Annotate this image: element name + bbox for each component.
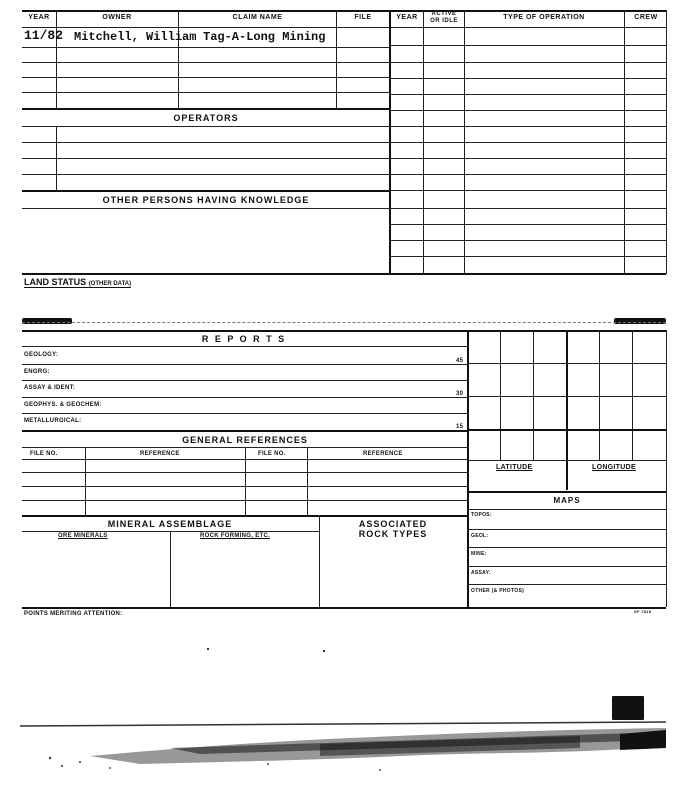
maps-other: OTHER (& PHOTOS) [471,588,525,594]
top-bottom-border [22,273,666,275]
rock-types-line: ROCK TYPES [358,529,428,539]
row-line [22,430,468,432]
gr-header-file-no-2: FILE NO. [258,451,286,457]
row-line [390,126,666,127]
report-metallurgical-num: 15 [456,424,464,430]
grid-line [533,330,534,460]
row-line [22,208,390,209]
gr-header-reference-2: REFERENCE [363,451,403,457]
maps-title: MAPS [553,496,581,505]
row-line [22,92,390,93]
row-line [468,566,666,567]
operators-label: OPERATORS [173,113,239,123]
scan-noise-band [20,718,666,778]
report-metallurgical-label: METALLURGICAL: [24,418,82,424]
col-divider [170,531,171,607]
fold-line [22,322,666,323]
row-line [468,529,666,530]
top-border [22,10,666,12]
col-header-active [425,11,463,25]
col-header-file: FILE [354,14,372,21]
row-line [390,208,666,209]
report-geophys-label: GEOPHYS. & GEOCHEM: [24,402,102,408]
general-references-title: GENERAL REFERENCES [182,435,308,445]
row-line [390,158,666,159]
points-meriting-attention-label: POINTS MERITING ATTENTION: [24,611,123,617]
grid-line [468,460,666,461]
row-line [390,94,666,95]
entry-owner: Mitchell, William [74,30,197,44]
row-line [22,142,390,143]
row-line [468,509,666,510]
grid-line [632,330,633,460]
row-line [390,45,666,46]
entry-year: 11/82 [24,28,64,43]
row-line [468,547,666,548]
grid-line [468,396,666,397]
row-line [390,224,666,225]
row-line [22,380,468,381]
row-line [390,174,666,175]
col-divider [245,447,246,515]
land-status-sub: (OTHER DATA) [88,281,132,287]
reports-title: R E P O R T S [201,334,287,344]
longitude-label: LONGITUDE [592,464,636,471]
row-line [390,256,666,257]
row-line [22,77,390,78]
row-line [22,62,390,63]
col-divider [85,447,86,515]
ore-minerals-label: ORE MINERALS [58,533,108,539]
row-line [22,158,390,159]
grid-line [599,330,600,460]
col-header-crew: CREW [634,14,658,21]
associated-line: ASSOCIATED [358,519,428,529]
grid-line [468,363,666,364]
col-divider [336,10,337,108]
col-divider [307,447,308,515]
tape-mark [614,318,666,324]
col-divider [56,10,57,108]
row-line [390,190,666,191]
row-line [22,397,468,398]
report-assay-num: 30 [456,391,464,397]
land-status-label [24,277,131,288]
row-line [22,108,390,110]
maps-assay: ASSAY: [471,570,491,576]
rock-forming-label: ROCK FORMING, ETC. [200,533,271,539]
report-assay-label: ASSAY & IDENT: [24,385,76,391]
row-line [22,47,390,48]
grid-line [468,491,666,493]
report-engrg-label: ENGRG: [24,369,50,375]
row-line [390,62,666,63]
row-line [390,78,666,79]
scan-speck [323,650,325,652]
header-divider [22,27,666,28]
row-line [22,364,468,365]
other-persons-label: OTHER PERSONS HAVING KNOWLEDGE [102,195,310,205]
maps-topos: TOPOS: [471,512,492,518]
row-line [22,126,390,127]
scan-speck [207,648,209,650]
report-geology-num: 45 [456,358,464,364]
row-line [390,142,666,143]
col-header-claim-name: CLAIM NAME [232,14,283,21]
row-line [22,515,468,517]
grid-line [500,330,501,460]
grid-right-border [666,330,667,607]
tape-mark [22,318,72,324]
col-divider [178,10,179,108]
idle-label: OR IDLE [430,18,458,24]
row-line [468,584,666,585]
mineral-assemblage-title: MINERAL ASSEMBLAGE [107,519,233,529]
gr-header-reference-1: REFERENCE [140,451,180,457]
grid-line [468,429,666,431]
col-header-year-right: YEAR [396,14,418,21]
col-header-owner: OWNER [102,14,132,21]
maps-mine: MINE: [471,551,487,557]
report-geology-label: GEOLOGY: [24,352,59,358]
latitude-label: LATITUDE [496,464,533,471]
col-header-type-of-operation: TYPE OF OPERATION [503,14,585,21]
col-header-year: YEAR [28,14,50,21]
form-number: SF 7818 [634,609,652,614]
land-status-title: LAND STATUS [24,277,87,287]
black-tab [612,696,644,720]
row-line [22,174,390,175]
entry-claim-name: Tag-A-Long Mining [203,30,326,44]
active-label: ACTIVE [431,11,457,17]
bottom-border [22,607,666,609]
row-line [22,413,468,414]
associated-rock-types-label [320,519,466,539]
row-line [390,110,666,111]
reports-top-border [22,330,666,332]
gr-header-file-no-1: FILE NO. [30,451,58,457]
grid-line [566,330,568,490]
scan-noise-svg [20,718,666,778]
maps-geol: GEOL: [471,533,489,539]
row-line [390,240,666,241]
row-line [22,190,390,192]
right-border [666,10,667,274]
row-line [22,346,468,347]
